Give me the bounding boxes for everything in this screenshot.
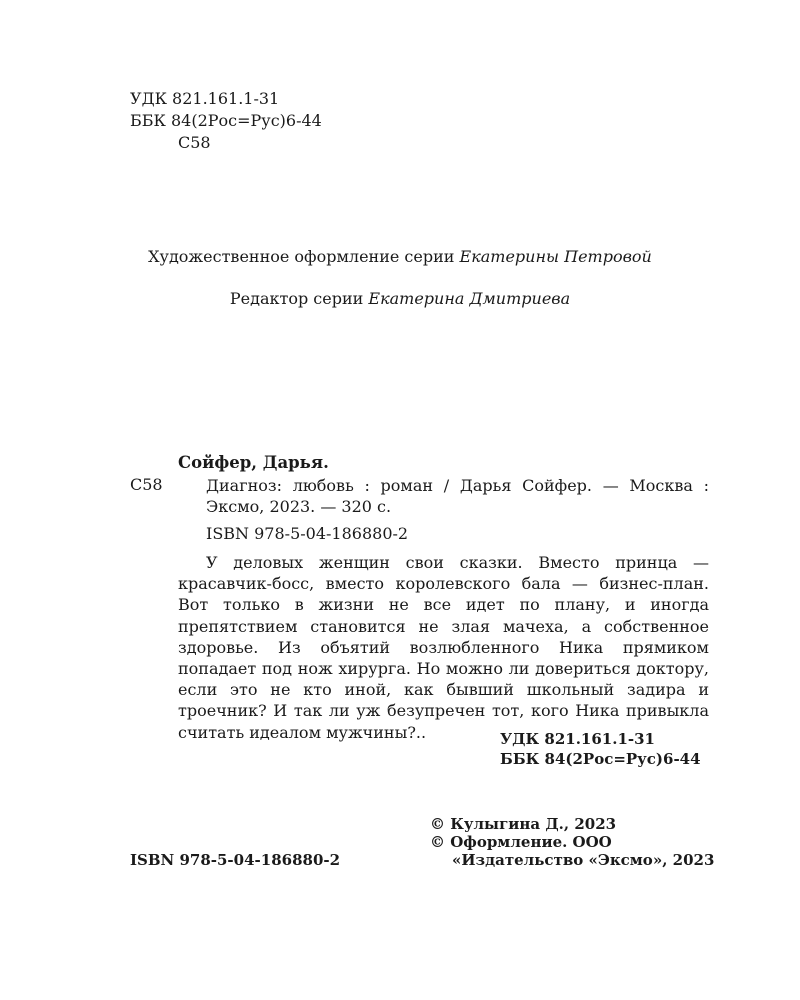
copyright-design: © Оформление. ООО xyxy=(430,833,612,851)
design-credit-name: Екатерины Петровой xyxy=(459,247,652,266)
copyright-publisher: «Издательство «Эксмо», 2023 xyxy=(452,851,715,869)
design-credit-label: Художественное оформление серии xyxy=(148,247,455,266)
udk-code-footer: УДК 821.161.1-31 xyxy=(500,730,655,748)
series-design-credit xyxy=(0,247,800,266)
editor-credit-label: Редактор серии xyxy=(229,289,364,308)
annotation-text: У деловых женщин свои сказки. Вместо принца — красавчик-босс, вместо королевского бала — бизнес-план. Вот только в жизни не все идет по плану, и иногда препятствием становится не злая мачеха, а собственное здоровье. Из объятий возлюбленного Ника прямиком попадает под нож хирурга. Но можно ли довериться доктору, если это не кто иной, как бывший школьный задира и троечник? И так ли уж безупречен тот, кого Ника привыкла считать идеалом мужчины?.. xyxy=(178,553,709,742)
bibliographic-author: Сойфер, Дарья. xyxy=(178,453,329,472)
author-mark: С58 xyxy=(178,133,211,152)
isbn-main: ISBN 978-5-04-186880-2 xyxy=(206,524,409,543)
copyright-author: © Кулыгина Д., 2023 xyxy=(430,815,617,833)
bibliographic-description: Диагноз: любовь : роман / Дарья Сойфер. — Москва : Эксмо, 2023. — 320 с. xyxy=(206,476,709,516)
bbk-code-footer: ББК 84(2Рос=Рус)6-44 xyxy=(500,750,701,768)
editor-credit-name: Екатерина Дмитриева xyxy=(368,289,571,308)
series-editor-credit xyxy=(0,289,800,308)
bbk-code: ББК 84(2Рос=Рус)6-44 xyxy=(130,111,322,130)
isbn-footer: ISBN 978-5-04-186880-2 xyxy=(130,851,341,869)
udk-code: УДК 821.161.1-31 xyxy=(130,89,280,108)
bibliographic-author-mark: С58 xyxy=(130,475,163,494)
